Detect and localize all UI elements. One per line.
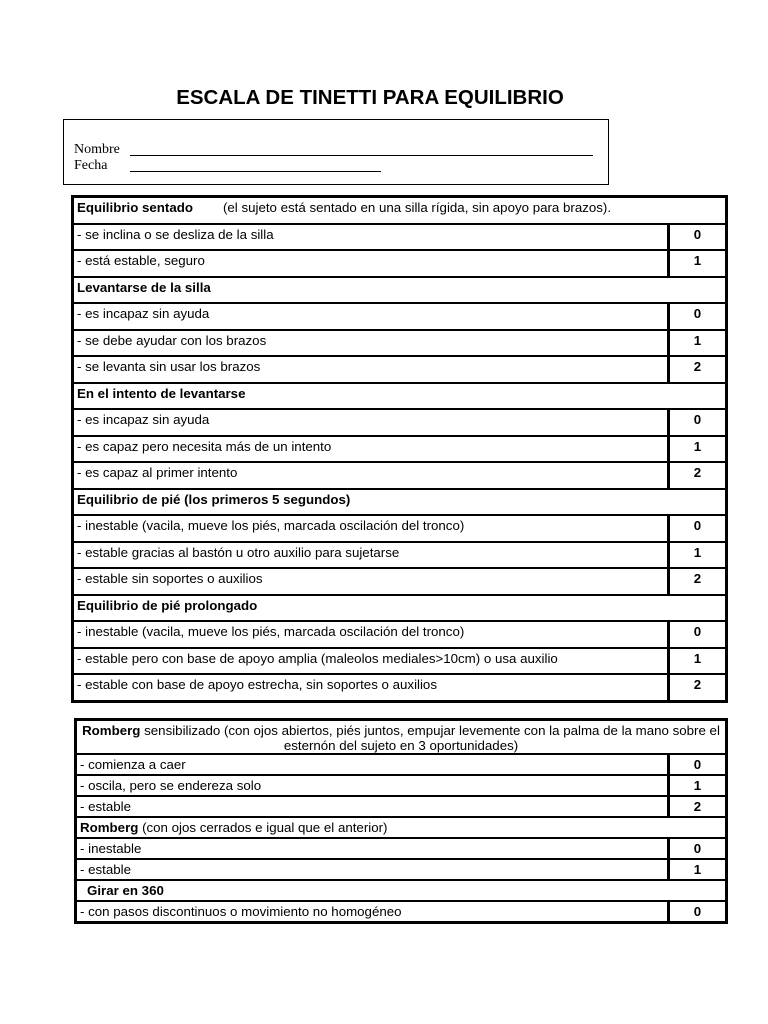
item-text: - comienza a caer (76, 754, 668, 775)
romberg1-note: sensibilizado (con ojos abiertos, piés juntos, empujar levemente con la palma de la mano sobre el esternón del sujeto en 3 oportunidades) (140, 723, 720, 753)
section-heading: Equilibrio de pié prolongado (77, 597, 258, 613)
item-row (73, 621, 726, 648)
item-row (73, 330, 726, 357)
item-text: - inestable (vacila, mueve los piés, marcada oscilación del tronco) (73, 515, 668, 542)
nombre-field[interactable] (130, 155, 593, 156)
section-heading-cell (73, 489, 726, 516)
item-text: - oscila, pero se endereza solo (76, 775, 668, 796)
item-text: - es capaz al primer intento (73, 462, 668, 489)
item-score: 2 (668, 568, 726, 595)
item-text: - se levanta sin usar los brazos (73, 356, 668, 383)
patient-info-box (63, 119, 609, 185)
section-header-row (73, 595, 726, 622)
item-row (76, 796, 726, 817)
section-heading-cell (73, 277, 726, 304)
item-text: - estable con base de apoyo estrecha, sin soportes o auxilios (73, 674, 668, 701)
item-score: 1 (668, 330, 726, 357)
item-row (76, 775, 726, 796)
item-text: - estable sin soportes o auxilios (73, 568, 668, 595)
girar-heading: Girar en 360 (76, 880, 726, 901)
item-row (73, 303, 726, 330)
section-header-row (73, 383, 726, 410)
item-text: - inestable (76, 838, 668, 859)
section-heading: Equilibrio de pié (los primeros 5 segundos) (77, 491, 351, 507)
item-score: 0 (668, 303, 726, 330)
item-score: 1 (668, 775, 726, 796)
section-heading: Equilibrio sentado (77, 200, 193, 215)
item-score: 2 (668, 356, 726, 383)
item-row (76, 838, 726, 859)
section-header-row (73, 489, 726, 516)
item-text: - estable gracias al bastón u otro auxilio para sujetarse (73, 542, 668, 569)
item-score: 1 (668, 542, 726, 569)
item-text: - con pasos discontinuos o movimiento no homogéneo (76, 901, 668, 922)
section-header-row (76, 880, 726, 901)
item-row (76, 754, 726, 775)
romberg-table (74, 718, 728, 924)
item-text: - estable pero con base de apoyo amplia (maleolos mediales>10cm) o usa auxilio (73, 648, 668, 675)
item-row (73, 568, 726, 595)
item-text: - estable (76, 796, 668, 817)
item-score: 0 (668, 224, 726, 251)
item-row (73, 250, 726, 277)
nombre-line (74, 142, 120, 158)
romberg2-heading: Romberg (80, 820, 139, 835)
item-row (73, 542, 726, 569)
item-row (73, 648, 726, 675)
item-text: - está estable, seguro (73, 250, 668, 277)
section-heading: Levantarse de la silla (77, 279, 211, 295)
balance-scale-table (71, 195, 728, 703)
item-text: - es incapaz sin ayuda (73, 409, 668, 436)
item-score: 0 (668, 515, 726, 542)
section-header-row (76, 720, 726, 754)
nombre-label: Nombre (74, 142, 120, 157)
item-text: - estable (76, 859, 668, 880)
item-row (73, 462, 726, 489)
fecha-label: Fecha (74, 158, 108, 173)
item-score: 1 (668, 250, 726, 277)
item-text: - inestable (vacila, mueve los piés, marcada oscilación del tronco) (73, 621, 668, 648)
romberg2-heading-cell (76, 817, 726, 838)
section-heading-cell (73, 197, 726, 224)
item-row (73, 515, 726, 542)
section-header-row (73, 277, 726, 304)
item-score: 2 (668, 796, 726, 817)
section-header-row (73, 197, 726, 224)
item-text: - se debe ayudar con los brazos (73, 330, 668, 357)
fecha-line (74, 158, 107, 174)
item-score: 0 (668, 621, 726, 648)
item-row (73, 409, 726, 436)
romberg1-heading-cell (76, 720, 726, 754)
item-text: - se inclina o se desliza de la silla (73, 224, 668, 251)
fecha-field[interactable] (130, 171, 381, 172)
page-title: ESCALA DE TINETTI PARA EQUILIBRIO (176, 86, 564, 109)
item-score: 0 (668, 838, 726, 859)
item-score: 0 (668, 754, 726, 775)
item-score: 1 (668, 859, 726, 880)
item-text: - es incapaz sin ayuda (73, 303, 668, 330)
item-text: - es capaz pero necesita más de un intento (73, 436, 668, 463)
item-score: 0 (668, 901, 726, 922)
romberg2-note: (con ojos cerrados e igual que el anterior) (138, 820, 388, 835)
romberg1-heading: Romberg (82, 723, 141, 738)
item-row (76, 901, 726, 922)
item-row (73, 674, 726, 701)
item-row (73, 356, 726, 383)
section-heading: En el intento de levantarse (77, 385, 246, 401)
item-score: 1 (668, 436, 726, 463)
section-note: (el sujeto está sentado en una silla rígida, sin apoyo para brazos). (222, 200, 612, 215)
item-row (73, 224, 726, 251)
item-score: 0 (668, 409, 726, 436)
section-heading-cell (73, 383, 726, 410)
item-score: 1 (668, 648, 726, 675)
item-row (76, 859, 726, 880)
item-score: 2 (668, 462, 726, 489)
item-row (73, 436, 726, 463)
item-score: 2 (668, 674, 726, 701)
section-header-row (76, 817, 726, 838)
section-heading-cell (73, 595, 726, 622)
